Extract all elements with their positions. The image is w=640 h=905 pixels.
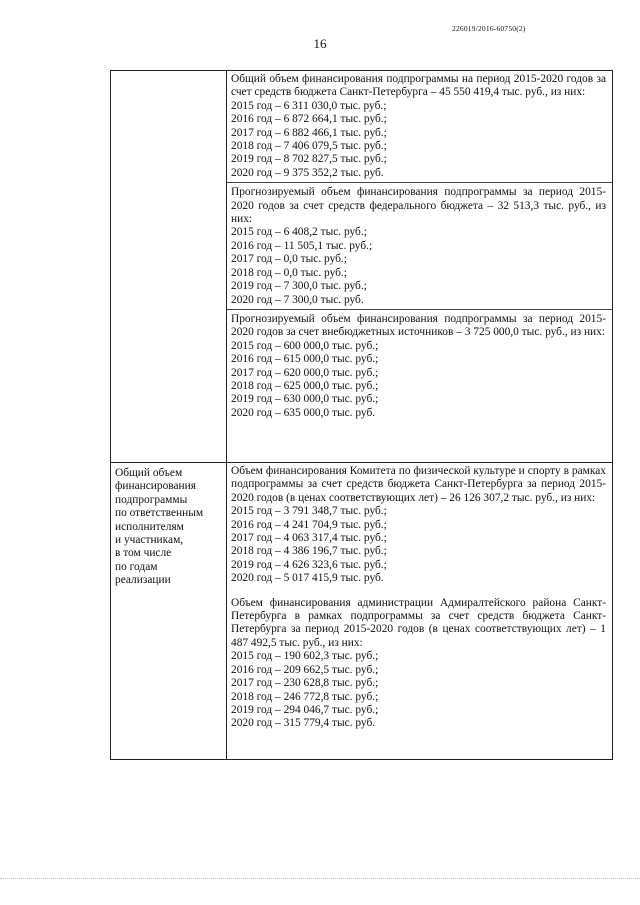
section-intro: Объем финансирования Комитета по физической культуре и спорту в рамках подпрограммы за счет средств бюджета Санкт-Петербурга за период 2015-2020 годов (в ценах соответствующих лет) – 26 126 307,2 тыс. руб., из них: [231,465,606,504]
year-line: 2017 год – 620 000,0 тыс. руб.; [231,366,379,379]
section-intro: Прогнозируемый объем финансирования подпрограммы за период 2015-2020 годов за счет средств федерального бюджета – 32 513,3 тыс. руб., из них: [231,186,606,226]
row1-right-cell [227,71,613,463]
section-intro: Объем финансирования администрации Адмиралтейского района Санкт-Петербурга в рамках подпрограммы за счет средств бюджета Санкт-Петербурга за период 2015-2020 годов (в ценах соответствующих лет) – 1 487 492,5 тыс. руб., из них: [231,596,606,649]
scan-edge-artifact [0,878,640,880]
section-intro: Прогнозируемый объем финансирования подпрограммы за период 2015-2020 годов за счет внебюджетных источников – 3 725 000,0 тыс. руб., из них: [231,312,606,339]
section-intro: Общий объем финансирования подпрограммы на период 2015-2020 годов за счет средств бюджета Санкт-Петербурга – 45 550 419,4 тыс. руб., из них: [231,73,606,99]
year-line: 2019 год – 4 626 323,6 тыс. руб.; [231,558,387,571]
left-label-line: исполнителям [115,520,184,533]
left-label-line: и участникам, [115,534,184,547]
federal-budget-section [227,182,612,307]
year-line: 2019 год – 294 046,7 тыс. руб.; [231,703,379,716]
row1-left-label [111,71,226,75]
year-line: 2016 год – 209 662,5 тыс. руб.; [231,663,379,676]
year-line: 2015 год – 3 791 348,7 тыс. руб.; [231,505,387,518]
row2-left-label [111,463,226,588]
year-line: 2017 год – 0,0 тыс. руб.; [231,253,347,266]
year-line: 2018 год – 4 386 196,7 тыс. руб.; [231,545,387,558]
row2-left-cell [111,463,227,760]
table-row-budget-sources [111,71,613,463]
spb-budget-section [227,71,612,180]
extrabudgetary-section [227,309,612,420]
row1-left-cell [111,71,227,463]
year-line: 2019 год – 630 000,0 тыс. руб.; [231,393,379,406]
year-line: 2015 год – 600 000,0 тыс. руб.; [231,339,379,352]
left-label-line: Общий объем [115,467,183,479]
year-line: 2016 год – 6 872 664,1 тыс. руб.; [231,113,387,126]
year-line: 2019 год – 7 300,0 тыс. руб.; [231,280,367,293]
year-line: 2018 год – 0,0 тыс. руб.; [231,266,347,279]
year-line: 2016 год – 11 505,1 тыс. руб.; [231,239,373,252]
year-line: 2020 год – 635 000,0 тыс. руб. [231,406,376,419]
year-line: 2017 год – 230 628,8 тыс. руб.; [231,677,379,690]
year-line: 2017 год – 6 882 466,1 тыс. руб.; [231,126,387,139]
document-code: 226019/2016-60750(2) [452,24,526,33]
year-line: 2016 год – 4 241 704,9 тыс. руб.; [231,518,387,531]
table-row-by-executors [111,463,613,760]
admiralty-district-section [227,594,612,731]
year-line: 2015 год – 6 311 030,0 тыс. руб.; [231,99,387,112]
left-label-line: по ответственным [115,507,204,520]
page-number: 16 [313,36,327,51]
year-line: 2020 год – 7 300,0 тыс. руб. [231,293,364,306]
left-label-line: в том числе [115,547,172,560]
financing-table [110,70,613,760]
year-line: 2017 год – 4 063 317,4 тыс. руб.; [231,532,387,545]
year-line: 2020 год – 315 779,4 тыс. руб. [231,717,376,730]
left-label-line: подпрограммы [115,493,188,506]
row2-right-cell [227,463,613,760]
year-line: 2019 год – 8 702 827,5 тыс. руб.; [231,153,387,166]
year-line: 2018 год – 246 772,8 тыс. руб.; [231,690,379,703]
sports-committee-section [227,463,612,586]
year-line: 2016 год – 615 000,0 тыс. руб.; [231,353,379,366]
left-label-line: реализации [115,574,171,587]
year-line: 2020 год – 5 017 415,9 тыс. руб. [231,572,384,585]
year-line: 2015 год – 6 408,2 тыс. руб.; [231,226,367,239]
left-label-line: финансирования [115,480,196,493]
left-label-line: по годам [115,560,158,573]
year-line: 2018 год – 7 406 079,5 тыс. руб.; [231,140,387,153]
year-line: 2018 год – 625 000,0 тыс. руб.; [231,379,379,392]
year-line: 2015 год – 190 602,3 тыс. руб.; [231,650,379,663]
year-line: 2020 год – 9 375 352,2 тыс. руб. [231,166,384,179]
